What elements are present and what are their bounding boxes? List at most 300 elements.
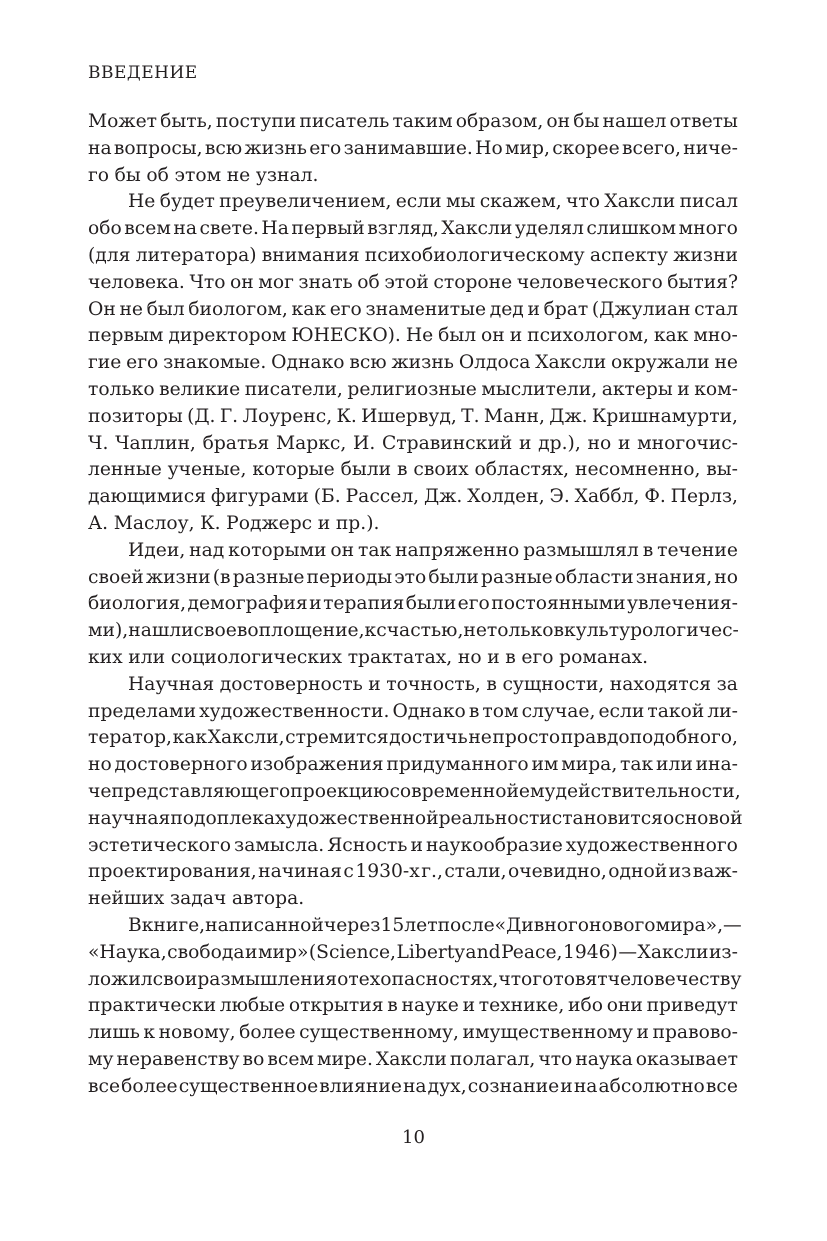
word: романах.: [559, 646, 649, 668]
word: так: [358, 539, 392, 561]
word: литератора): [135, 244, 257, 266]
word: слишком: [586, 218, 677, 240]
word: или: [656, 754, 693, 776]
word: многочис-: [637, 432, 738, 454]
word: им: [531, 754, 559, 776]
word: вопросы,: [113, 137, 203, 159]
word: дед: [489, 298, 524, 320]
word: которыми: [228, 539, 327, 561]
word: Кришнамурти,: [591, 405, 738, 427]
word: Не: [128, 191, 156, 213]
word: всем: [124, 218, 171, 240]
word: Идеи,: [128, 539, 186, 561]
word: Хаббл,: [574, 486, 640, 508]
word: счастью,: [376, 620, 464, 642]
word: существенное: [178, 1075, 319, 1097]
word: реальности: [438, 807, 552, 829]
word: —: [723, 914, 742, 936]
word: к: [364, 620, 377, 642]
word: но: [457, 646, 482, 668]
word: придуманного: [386, 754, 529, 776]
word: художественного: [565, 834, 738, 856]
word: что: [498, 968, 533, 990]
word: поступи: [215, 111, 297, 132]
word: находятся: [609, 673, 712, 695]
text-line: [88, 270, 738, 297]
word: жизни: [673, 244, 738, 266]
word: мыслители,: [481, 378, 598, 400]
word: разные: [232, 566, 305, 588]
word: были: [428, 566, 479, 588]
word: стремится: [285, 727, 389, 749]
word: не: [468, 727, 492, 749]
word: наука: [575, 1048, 633, 1070]
word: были: [405, 593, 457, 615]
word: позиторы: [88, 405, 183, 427]
word: был: [438, 325, 477, 347]
word: но: [587, 432, 612, 454]
word: как: [653, 325, 689, 347]
word: Стравинский: [382, 432, 513, 454]
text-line: [88, 1020, 738, 1047]
text-line: [88, 752, 738, 779]
word: тех: [348, 968, 381, 990]
word: ученые,: [167, 459, 247, 481]
word: действительности,: [555, 780, 741, 802]
word: новому,: [158, 1022, 236, 1044]
word: об: [357, 271, 380, 293]
word: таким: [392, 111, 453, 132]
word: которые: [252, 459, 335, 481]
word: ли-: [707, 700, 738, 722]
text-line: [88, 189, 738, 216]
word: ком-: [694, 378, 738, 400]
word: написанной: [205, 914, 324, 936]
text-line: [88, 243, 738, 270]
word: Хаксли: [637, 941, 709, 963]
word: науке: [401, 995, 459, 1017]
word: Научная: [128, 673, 215, 695]
word: ких: [88, 646, 123, 668]
word: этом: [174, 164, 222, 186]
word: Однако: [271, 352, 345, 374]
word: окружали: [611, 352, 710, 374]
word: «Дивного: [494, 914, 590, 936]
word: В: [128, 914, 142, 936]
text-line: [88, 136, 738, 163]
word: задач: [169, 888, 227, 910]
word: становится: [551, 807, 663, 829]
word: всю: [204, 137, 243, 159]
word: книге,: [141, 914, 206, 936]
word: свобода: [167, 941, 245, 963]
word: бытия?: [667, 271, 738, 293]
word: областях,: [474, 459, 570, 481]
word: дающимися: [88, 486, 206, 508]
word: и: [617, 432, 631, 454]
word: неравенству: [116, 1048, 240, 1070]
word: не: [463, 620, 487, 642]
word: более: [121, 1075, 178, 1097]
text-line: [88, 859, 738, 886]
text-line: [88, 350, 738, 377]
word: так: [620, 754, 654, 776]
word: бы: [114, 164, 141, 186]
word: периоды: [306, 566, 393, 588]
word: гие: [88, 352, 122, 374]
word: научная: [88, 807, 171, 829]
word: всего,: [621, 137, 681, 159]
word: трактатах,: [347, 646, 453, 668]
word: Ф.: [644, 486, 666, 508]
word: размышлял: [523, 539, 639, 561]
word: практически: [88, 995, 217, 1017]
word: (для: [88, 244, 131, 266]
word: Не: [405, 325, 434, 347]
word: демография: [187, 593, 308, 615]
word: актеры: [601, 378, 673, 400]
word: приведут: [646, 995, 738, 1017]
word: ложил: [88, 968, 153, 990]
word: и: [677, 378, 690, 400]
word: Холден,: [467, 486, 545, 508]
word: но: [714, 566, 738, 588]
word: проекцию: [290, 780, 390, 802]
word: и: [518, 432, 532, 454]
word: писал: [679, 191, 738, 213]
word: ми),: [88, 620, 129, 642]
word: его: [457, 593, 490, 615]
word: and: [465, 941, 501, 963]
word: биология,: [88, 593, 187, 615]
word: образом,: [455, 111, 544, 132]
word: стороне: [433, 271, 513, 293]
word: 1946): [562, 941, 618, 963]
word: это: [394, 566, 427, 588]
word: ЮНЕСКО).: [291, 325, 401, 347]
word: правдоподобного,: [560, 727, 738, 749]
word: Манн,: [483, 405, 545, 427]
word: свете.: [199, 218, 259, 240]
word: не: [226, 164, 251, 186]
word: был: [146, 298, 185, 320]
word: постоянными: [491, 593, 626, 615]
word: свое: [193, 620, 237, 642]
word: и: [410, 834, 423, 856]
word: и: [527, 298, 540, 320]
word: знакомые.: [163, 352, 267, 374]
word: и: [560, 1075, 573, 1097]
word: как: [172, 727, 208, 749]
word: течение: [657, 539, 738, 561]
text-line: [88, 779, 741, 806]
word: ответы: [669, 111, 738, 132]
text-line: [88, 618, 738, 645]
word: Хаксли,: [207, 727, 285, 749]
word: Но: [475, 137, 503, 159]
word: обо: [88, 218, 122, 240]
word: оказывает: [635, 1048, 738, 1070]
word: этой: [384, 271, 429, 293]
word: в: [642, 539, 654, 561]
word: мы: [445, 191, 476, 213]
word: своей: [88, 566, 144, 588]
word: сознание: [467, 1075, 560, 1097]
word: важ-: [692, 861, 738, 883]
word: во: [242, 1048, 265, 1070]
word: мир»: [258, 941, 309, 963]
word: опасностях,: [380, 968, 499, 990]
word: такой: [647, 700, 705, 722]
word: ленные: [88, 459, 162, 481]
word: изображения: [250, 754, 384, 776]
word: Ишервуд,: [361, 405, 457, 427]
text-line: [88, 645, 738, 672]
word: после: [437, 914, 495, 936]
word: он: [230, 271, 254, 293]
text-line: [88, 1074, 738, 1101]
text-line: [88, 940, 738, 967]
page-number: 10: [402, 1127, 425, 1148]
word: Маслоу,: [113, 512, 195, 534]
word: Хаксли: [535, 352, 607, 374]
word: первый: [291, 218, 365, 240]
word: и: [317, 512, 331, 534]
word: только: [88, 378, 155, 400]
word: если: [598, 700, 645, 722]
word: много: [678, 218, 738, 240]
text-line: [88, 431, 738, 458]
word: го: [88, 164, 110, 186]
word: художественности.: [199, 700, 390, 722]
word: Дж.: [424, 486, 463, 508]
word: писатель: [299, 111, 390, 132]
word: просто: [492, 727, 561, 749]
word: К.: [336, 405, 357, 427]
word: Олдоса: [458, 352, 531, 374]
word: нашел: [602, 111, 667, 132]
word: наукообразие: [425, 834, 563, 856]
word: были: [340, 459, 392, 481]
word: из: [668, 861, 692, 883]
text-line: [88, 913, 742, 940]
word: и: [636, 1022, 649, 1044]
word: более: [239, 1022, 296, 1044]
word: или: [128, 646, 166, 668]
text-line: [88, 538, 738, 565]
word: все: [88, 1075, 121, 1097]
text-line: [88, 1047, 738, 1074]
word: мог: [258, 271, 294, 293]
word: и: [462, 995, 476, 1017]
text-line: [88, 404, 738, 431]
word: мир,: [505, 137, 550, 159]
word: жизнь: [244, 137, 307, 159]
word: но: [88, 754, 112, 776]
word: жизни: [145, 566, 211, 588]
word: увлечения-: [627, 593, 738, 615]
word: его: [309, 137, 342, 159]
word: ниче-: [683, 137, 738, 159]
word: Может: [88, 111, 157, 132]
word: он: [546, 111, 571, 132]
text-line: [88, 699, 738, 726]
word: всем: [267, 1048, 314, 1070]
word: брат: [543, 298, 589, 320]
word: области: [554, 566, 634, 588]
word: писатели,: [244, 378, 343, 400]
word: Хаксли: [604, 191, 676, 213]
word: на: [88, 137, 112, 159]
word: на: [573, 1075, 598, 1097]
word: занимавшие.: [343, 137, 473, 159]
word: пределами: [88, 700, 197, 722]
word: эстетического: [88, 834, 231, 856]
word: ему: [518, 780, 556, 802]
word: полагал,: [449, 1048, 536, 1070]
word: знать: [298, 271, 353, 293]
word: художественной: [275, 807, 439, 829]
word: нейших: [88, 888, 165, 910]
word: что: [566, 191, 600, 213]
word: готовят: [532, 968, 608, 990]
word: взгляд,: [367, 218, 439, 240]
word: Лоуренс,: [242, 405, 333, 427]
word: и: [245, 941, 258, 963]
word: Хаксли: [441, 218, 513, 240]
word: социологических: [170, 646, 343, 668]
word: уделял: [514, 218, 584, 240]
word: о: [337, 968, 349, 990]
text-line: [88, 591, 738, 618]
word: мира,: [561, 754, 618, 776]
word: и: [487, 646, 500, 668]
word: разные: [480, 566, 553, 588]
word: узнал.: [255, 164, 319, 186]
word: скорее: [552, 137, 620, 159]
word: мира»,: [655, 914, 724, 936]
word: великие: [159, 378, 241, 400]
word: терапия: [323, 593, 405, 615]
word: достоверность: [219, 673, 363, 695]
word: будет: [159, 191, 215, 213]
word: г.,: [421, 861, 443, 883]
word: его: [126, 352, 159, 374]
word: начиная: [258, 861, 342, 883]
word: влияние: [319, 1075, 402, 1097]
text-line: [88, 886, 738, 913]
word: др.),: [538, 432, 581, 454]
word: с: [343, 861, 354, 883]
word: му: [88, 1048, 114, 1070]
word: 1930-х: [355, 861, 420, 883]
word: размышления: [197, 968, 338, 990]
word: тератор,: [88, 727, 172, 749]
word: если: [395, 191, 442, 213]
word: преувеличением,: [219, 191, 392, 213]
word: ина-: [695, 754, 738, 776]
text-line: [88, 323, 738, 350]
word: Дж.: [549, 405, 588, 427]
word: Что: [189, 271, 226, 293]
word: Peace,: [501, 941, 563, 963]
word: психологом,: [527, 325, 649, 347]
word: имущественному: [462, 1022, 634, 1044]
word: основой: [662, 807, 743, 829]
word: и: [368, 673, 381, 695]
word: человечеству: [607, 968, 742, 990]
word: подоплека: [170, 807, 276, 829]
word: На: [261, 218, 289, 240]
word: Рассел,: [345, 486, 420, 508]
word: точность,: [386, 673, 481, 695]
word: замысла.: [234, 834, 325, 856]
word: скажем,: [479, 191, 562, 213]
word: Перлз,: [670, 486, 738, 508]
word: бы: [573, 111, 600, 132]
word: стал: [694, 298, 738, 320]
word: любые: [219, 995, 286, 1017]
word: дух,: [427, 1075, 467, 1097]
word: достоверного: [114, 754, 248, 776]
word: быть,: [160, 111, 213, 132]
word: «Наука,: [88, 941, 167, 963]
word: Т.: [461, 405, 480, 427]
text-line: [88, 216, 738, 243]
word: фигурами: [210, 486, 309, 508]
word: они: [606, 995, 643, 1017]
word: сущности,: [502, 673, 605, 695]
text-line: [88, 725, 738, 752]
word: его: [329, 298, 362, 320]
word: стали,: [444, 861, 507, 883]
word: и: [509, 325, 523, 347]
word: за: [716, 673, 738, 695]
word: в: [468, 700, 480, 722]
word: психобиологическому: [364, 244, 585, 266]
word: том: [482, 700, 519, 722]
word: не: [714, 352, 738, 374]
word: об: [146, 164, 169, 186]
word: (Science,: [308, 941, 396, 963]
word: одной: [608, 861, 668, 883]
word: братья: [202, 432, 270, 454]
word: вы-: [706, 459, 738, 481]
word: его: [521, 646, 554, 668]
word: К.: [200, 512, 221, 534]
word: напряженно: [395, 539, 520, 561]
word: через: [323, 914, 381, 936]
word: Хаксли: [375, 1048, 447, 1070]
word: Однако: [392, 700, 466, 722]
word: знания,: [635, 566, 713, 588]
word: жизнь: [391, 352, 454, 374]
text-line: [88, 163, 738, 190]
word: на: [402, 1075, 427, 1097]
word: свои: [152, 968, 198, 990]
word: внимания: [261, 244, 360, 266]
body-text: [88, 109, 743, 1100]
word: А.: [88, 512, 109, 534]
word: аспекту: [589, 244, 669, 266]
text-line: [88, 833, 738, 860]
word: правово-: [652, 1022, 738, 1044]
text-line: [88, 967, 742, 994]
text-line: [88, 297, 738, 324]
text-line: [88, 511, 738, 538]
text-line: [88, 109, 738, 136]
word: своих: [413, 459, 469, 481]
